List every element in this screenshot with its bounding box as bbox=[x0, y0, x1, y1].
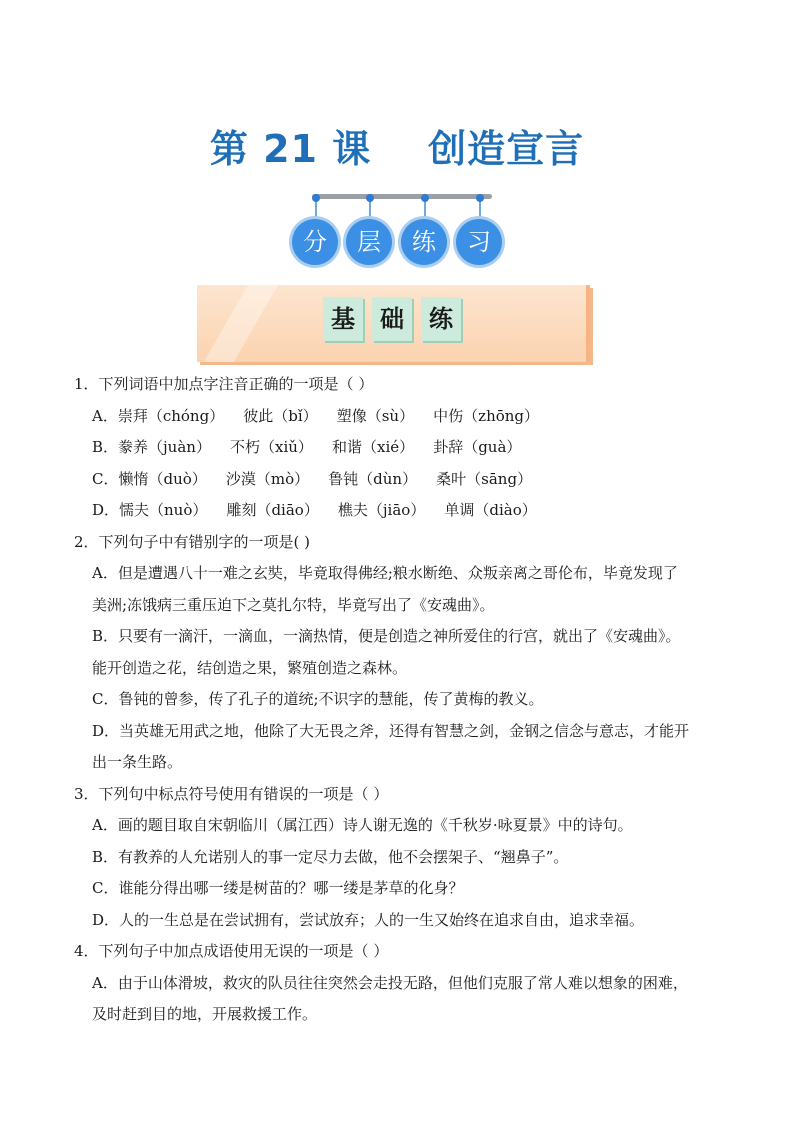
question-stem: 3．下列句中标点符号使用有错误的一项是（ ） bbox=[74, 784, 389, 803]
question-3 bbox=[74, 779, 734, 937]
question-stem: 4．下列句子中加点成语使用无误的一项是（ ） bbox=[74, 942, 389, 960]
option-a-continued: 及时赶到目的地，开展救援工作。 bbox=[92, 1005, 318, 1023]
question-2 bbox=[74, 527, 734, 779]
header-pin bbox=[369, 198, 371, 218]
option-a: A．但是遭遇八十一难之玄奘，毕竟取得佛经;粮水断绝、众叛亲离之哥伦布，毕竟发现了 bbox=[92, 564, 678, 582]
option-d: D．懦夫（nuò） 雕刻（diāo） 樵夫（jiāo） 单调（diào） bbox=[92, 501, 537, 519]
question-1 bbox=[74, 369, 734, 527]
header-pin bbox=[315, 198, 317, 218]
header-pin bbox=[479, 198, 481, 218]
header-circle-4: 习 bbox=[456, 219, 502, 265]
option-d: D．人的一生总是在尝试拥有，尝试放弃；人的一生又始终在追求自由，追求幸福。 bbox=[92, 910, 645, 929]
option-c: C．懒惰（duò） 沙漠（mò） 鲁钝（dùn） 桑叶（sāng） bbox=[92, 469, 533, 488]
option-b-continued: 能开创造之花，结创造之果，繁殖创造之森林。 bbox=[92, 658, 408, 677]
header-circle-3: 练 bbox=[401, 219, 447, 265]
header-circle-1: 分 bbox=[292, 219, 338, 265]
question-4 bbox=[74, 936, 734, 1031]
option-a: A．由于山体滑坡，救灾的队员往往突然会走投无路，但他们克服了常人难以想象的困难， bbox=[92, 973, 688, 992]
header-circle-2: 层 bbox=[346, 219, 392, 265]
option-a: A．画的题目取自宋朝临川（属江西）诗人谢无逸的《千秋岁·咏夏景》中的诗句。 bbox=[92, 816, 633, 834]
option-b: B．豢养（juàn） 不朽（xiǔ） 和谐（xié） 卦辞（guà） bbox=[92, 438, 522, 456]
question-list bbox=[74, 369, 734, 1031]
option-a: A．崇拜（chóng） 彼此（bǐ） 塑像（sù） 中伤（zhōng） bbox=[92, 406, 540, 425]
option-c: C．鲁钝的曾参，传了孔子的道统;不识字的慧能，传了黄梅的教义。 bbox=[92, 690, 544, 708]
header-rail bbox=[312, 194, 492, 199]
section-tile-3: 练 bbox=[421, 297, 461, 341]
question-stem: 1．下列词语中加点字注音正确的一项是（ ） bbox=[74, 375, 374, 393]
option-b: B．有教养的人允诺别人的事一定尽力去做，他不会摆架子、“翘鼻子”。 bbox=[92, 847, 569, 866]
option-d: D．当英雄无用武之地，他除了大无畏之斧，还得有智慧之剑，金钢之信念与意志，才能开 bbox=[92, 721, 690, 740]
option-a-continued: 美洲;冻饿病三重压迫下之莫扎尔特，毕竟写出了《安魂曲》。 bbox=[92, 595, 495, 614]
section-tile-2: 础 bbox=[372, 297, 412, 341]
option-b: B．只要有一滴汗，一滴血，一滴热情，便是创造之神所爱住的行宫，就出了《安魂曲》。 bbox=[92, 627, 681, 645]
header-pin bbox=[424, 198, 426, 218]
page-title: 第 21 课 创造宣言 bbox=[209, 127, 585, 171]
question-stem: 2．下列句子中有错别字的一项是( ) bbox=[74, 532, 311, 551]
option-c: C．谁能分得出哪一缕是树苗的？哪一缕是茅草的化身？ bbox=[92, 879, 464, 897]
section-tile-1: 基 bbox=[323, 297, 363, 341]
option-d-continued: 出一条生路。 bbox=[92, 753, 183, 771]
